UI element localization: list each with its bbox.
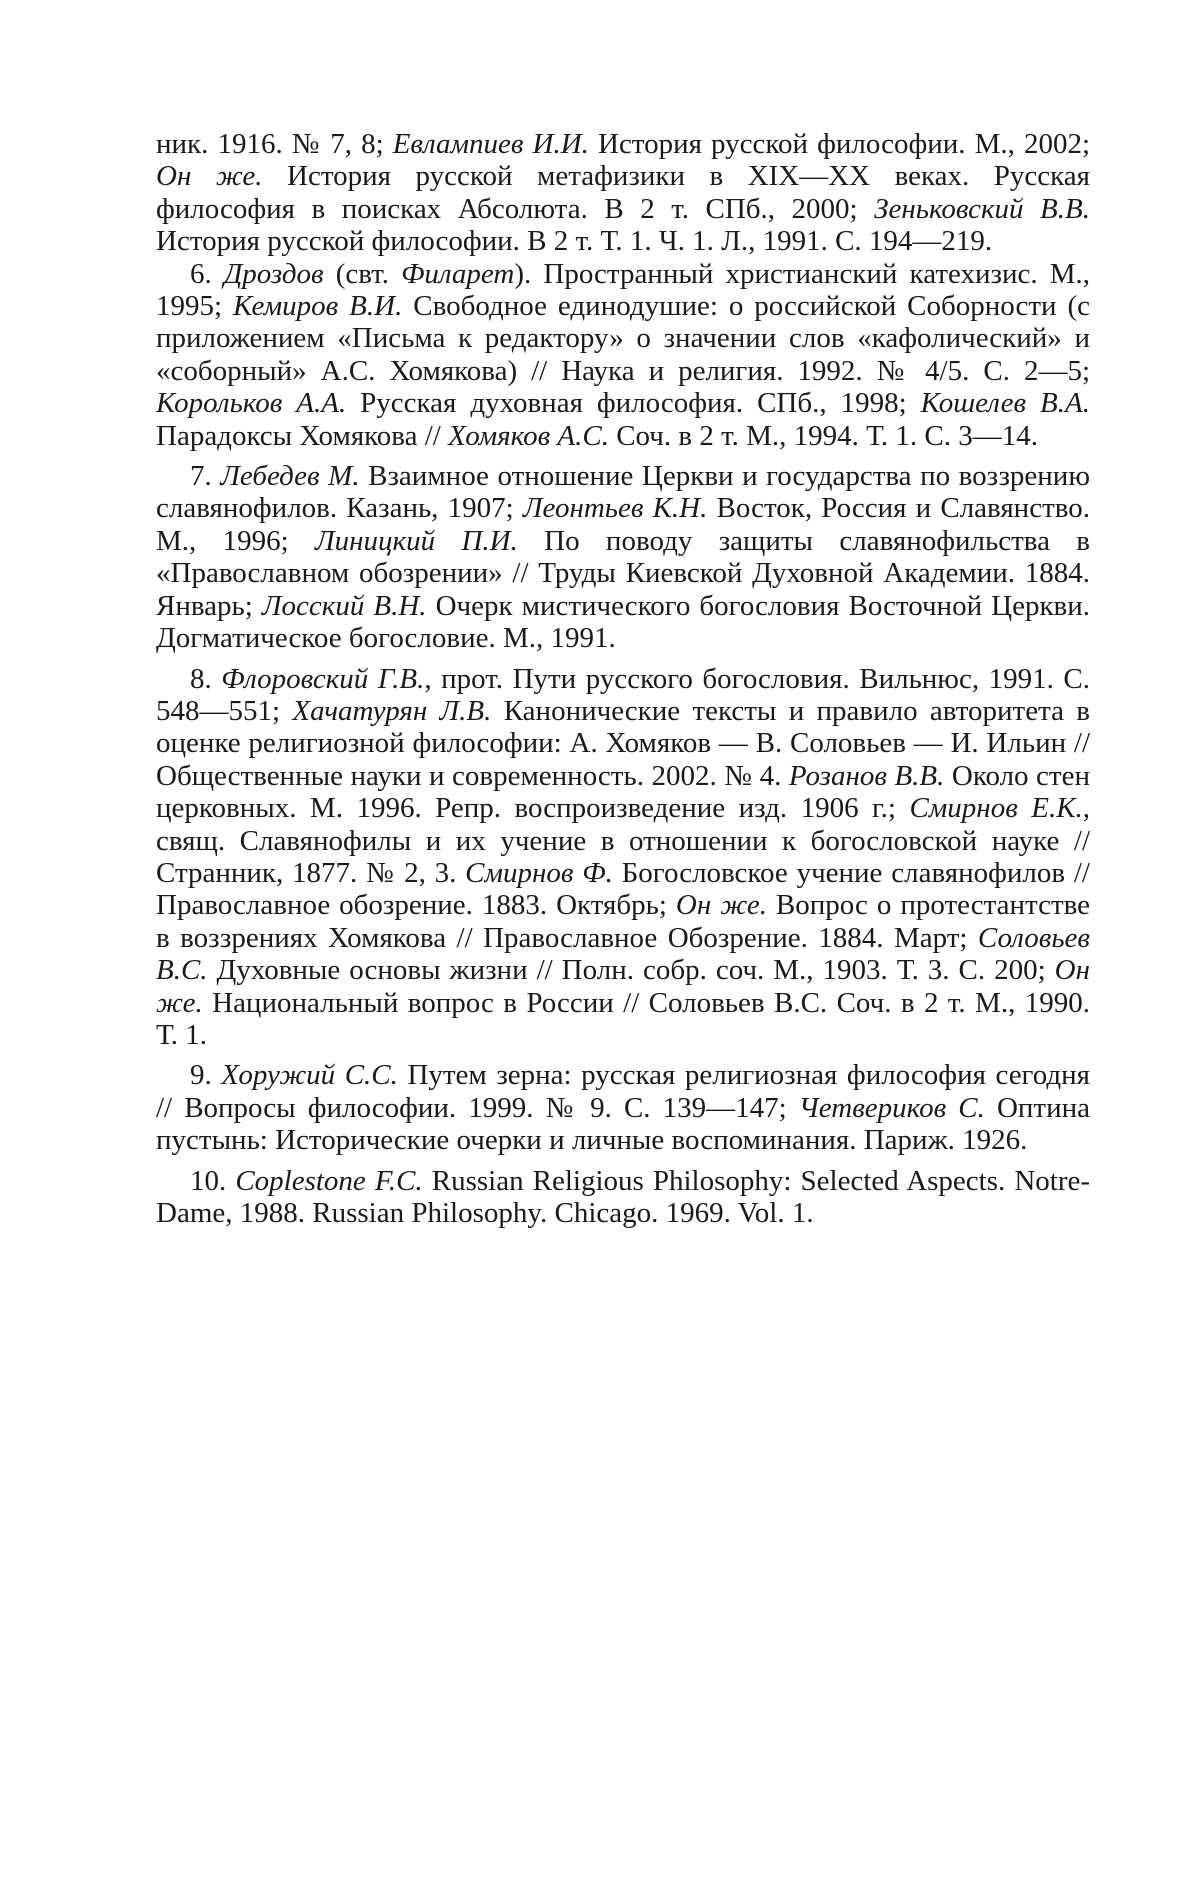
citation-text: История русской метафизики в XIX—XX веках. Русская философия в поисках Абсолюта. В 2 т. СПб., 2000; — [156, 160, 1091, 225]
bibliography-entry-continuation — [156, 128, 1090, 258]
author-name-italic: Лебедев М. — [220, 460, 360, 493]
author-name-italic: Зеньковский В.В. — [874, 192, 1090, 225]
author-name-italic: Кошелев В.А. — [920, 387, 1090, 420]
citation-text: Оптина пустынь: Исторические очерки и личные воспоминания. Париж. 1926. — [156, 1091, 1090, 1157]
citation-text: 8. — [190, 662, 222, 695]
author-name-italic: Кемиров В.И. — [232, 290, 403, 323]
citation-text: Путем зерна: русская религиозная философия сегодня // Вопросы философии. 1999. № 9. С. 139—147; — [156, 1059, 1091, 1124]
author-name-italic: Лосский В.Н. — [261, 589, 427, 622]
author-name-italic: Хоружий С.С. — [221, 1059, 398, 1092]
author-name-italic: Дроздов — [223, 257, 324, 290]
citation-text: История русской философии. В 2 т. Т. 1. Ч. 1. Л., 1991. С. 194—219. — [156, 225, 993, 258]
citation-text: История русской философии. М., 2002; — [588, 128, 1090, 160]
bibliography-entry-7 — [156, 460, 1090, 654]
citation-text: Канонические тексты и правило авторитета в оценке религиозной философии: А. Хомяков — В. Соловьев — И. Ильин // Общественные науки и современность. 2002. № 4. — [156, 694, 1091, 792]
bibliography-entry-8 — [156, 663, 1090, 1052]
bibliography-entry-9 — [156, 1059, 1090, 1156]
author-name-italic: Он же. — [675, 889, 767, 922]
author-name-italic: Корольков А.А. — [156, 387, 347, 420]
author-name-italic: Coplestone F.C. — [235, 1164, 423, 1197]
bibliography-page — [156, 128, 1090, 1229]
citation-text: Духовные основы жизни // Полн. собр. соч. М., 1903. Т. 3. С. 200; — [207, 954, 1055, 987]
citation-text: По поводу защиты славянофильства в «Православном обозрении» // Труды Киевской Духовной Академии. 1884. Январь; — [156, 524, 1091, 622]
citation-text: Русская духовная философия. СПб., 1998; — [346, 387, 921, 420]
bibliography-entry-10 — [156, 1165, 1090, 1230]
citation-text: 9. — [190, 1059, 222, 1092]
citation-text: 6. — [190, 257, 224, 290]
citation-text: Свободное единодушие: о российской Соборности (с приложением «Письма к редактору» о значении слов «кафолический» и «соборный» А.С. Хомякова) // Наука и религия. 1992. № 4/5. С. 2—5; — [156, 290, 1090, 387]
author-name-italic: Леонтьев К.Н. — [522, 492, 708, 525]
citation-text: Богословское учение славянофилов // Православное обозрение. 1883. Октябрь; — [156, 856, 1090, 922]
citation-text: Восток, Россия и Славянство. М., 1996; — [156, 492, 1090, 557]
citation-text: ник. 1916. № 7, 8; — [156, 128, 393, 160]
bibliography-entry-6 — [156, 258, 1090, 452]
citation-text: (свт. — [323, 257, 402, 290]
author-name-italic: Хачатурян Л.В. — [292, 694, 492, 727]
citation-text: Вопрос о протестантстве в воззрениях Хомякова // Православное Обозрение. 1884. Март; — [156, 889, 1091, 954]
author-name-italic: Евлампиев И.И. — [392, 128, 589, 160]
author-name-italic: Смирнов Е.К. — [909, 792, 1083, 825]
author-name-italic: Флоровский Г.В. — [221, 662, 425, 695]
citation-text: Взаимное отношение Церкви и государства по воззрению славянофилов. Казань, 1907; — [156, 460, 1090, 525]
citation-text: 10. — [190, 1164, 236, 1197]
author-name-italic: Соловьев В.С. — [156, 921, 1090, 987]
citation-text: ). Пространный христианский катехизис. М., 1995; — [156, 257, 1090, 323]
citation-text: Парадоксы Хомякова // — [156, 419, 449, 452]
author-name-italic: Розанов В.В. — [788, 759, 945, 792]
citation-text: Russian Religious Philosophy: Selected Aspects. Notre-Dame, 1988. Russian Philosophy. Chicago. 1969. Vol. 1. — [156, 1164, 1091, 1229]
citation-text: Очерк мистического богословия Восточной Церкви. Догматическое богословие. М., 1991. — [156, 589, 1091, 655]
author-name-italic: Смирнов Ф. — [465, 856, 613, 889]
citation-text: Национальный вопрос в России // Соловьев В.С. Соч. в 2 т. М., 1990. Т. 1. — [156, 986, 1090, 1051]
author-name-italic: Он же. — [156, 954, 1090, 1019]
author-name-italic: Он же. — [156, 160, 263, 193]
author-name-italic: Линицкий П.И. — [315, 524, 518, 557]
author-name-italic: Хомяков А.С. — [448, 419, 609, 452]
citation-text: Соч. в 2 т. М., 1994. Т. 1. С. 3—14. — [608, 419, 1039, 452]
author-name-italic: Филарет — [401, 257, 515, 290]
citation-text: 7. — [190, 460, 221, 493]
citation-text: Около стен церковных. М. 1996. Репр. воспроизведение изд. 1906 г.; — [156, 759, 1090, 825]
author-name-italic: Четвериков С. — [798, 1091, 985, 1124]
citation-text: , прот. Пути русского богословия. Вильнюс, 1991. С. 548—551; — [156, 662, 1090, 727]
citation-text: , свящ. Славянофилы и их учение в отношении к богословской науке // Странник, 1877. № 2, 3. — [156, 792, 1090, 889]
